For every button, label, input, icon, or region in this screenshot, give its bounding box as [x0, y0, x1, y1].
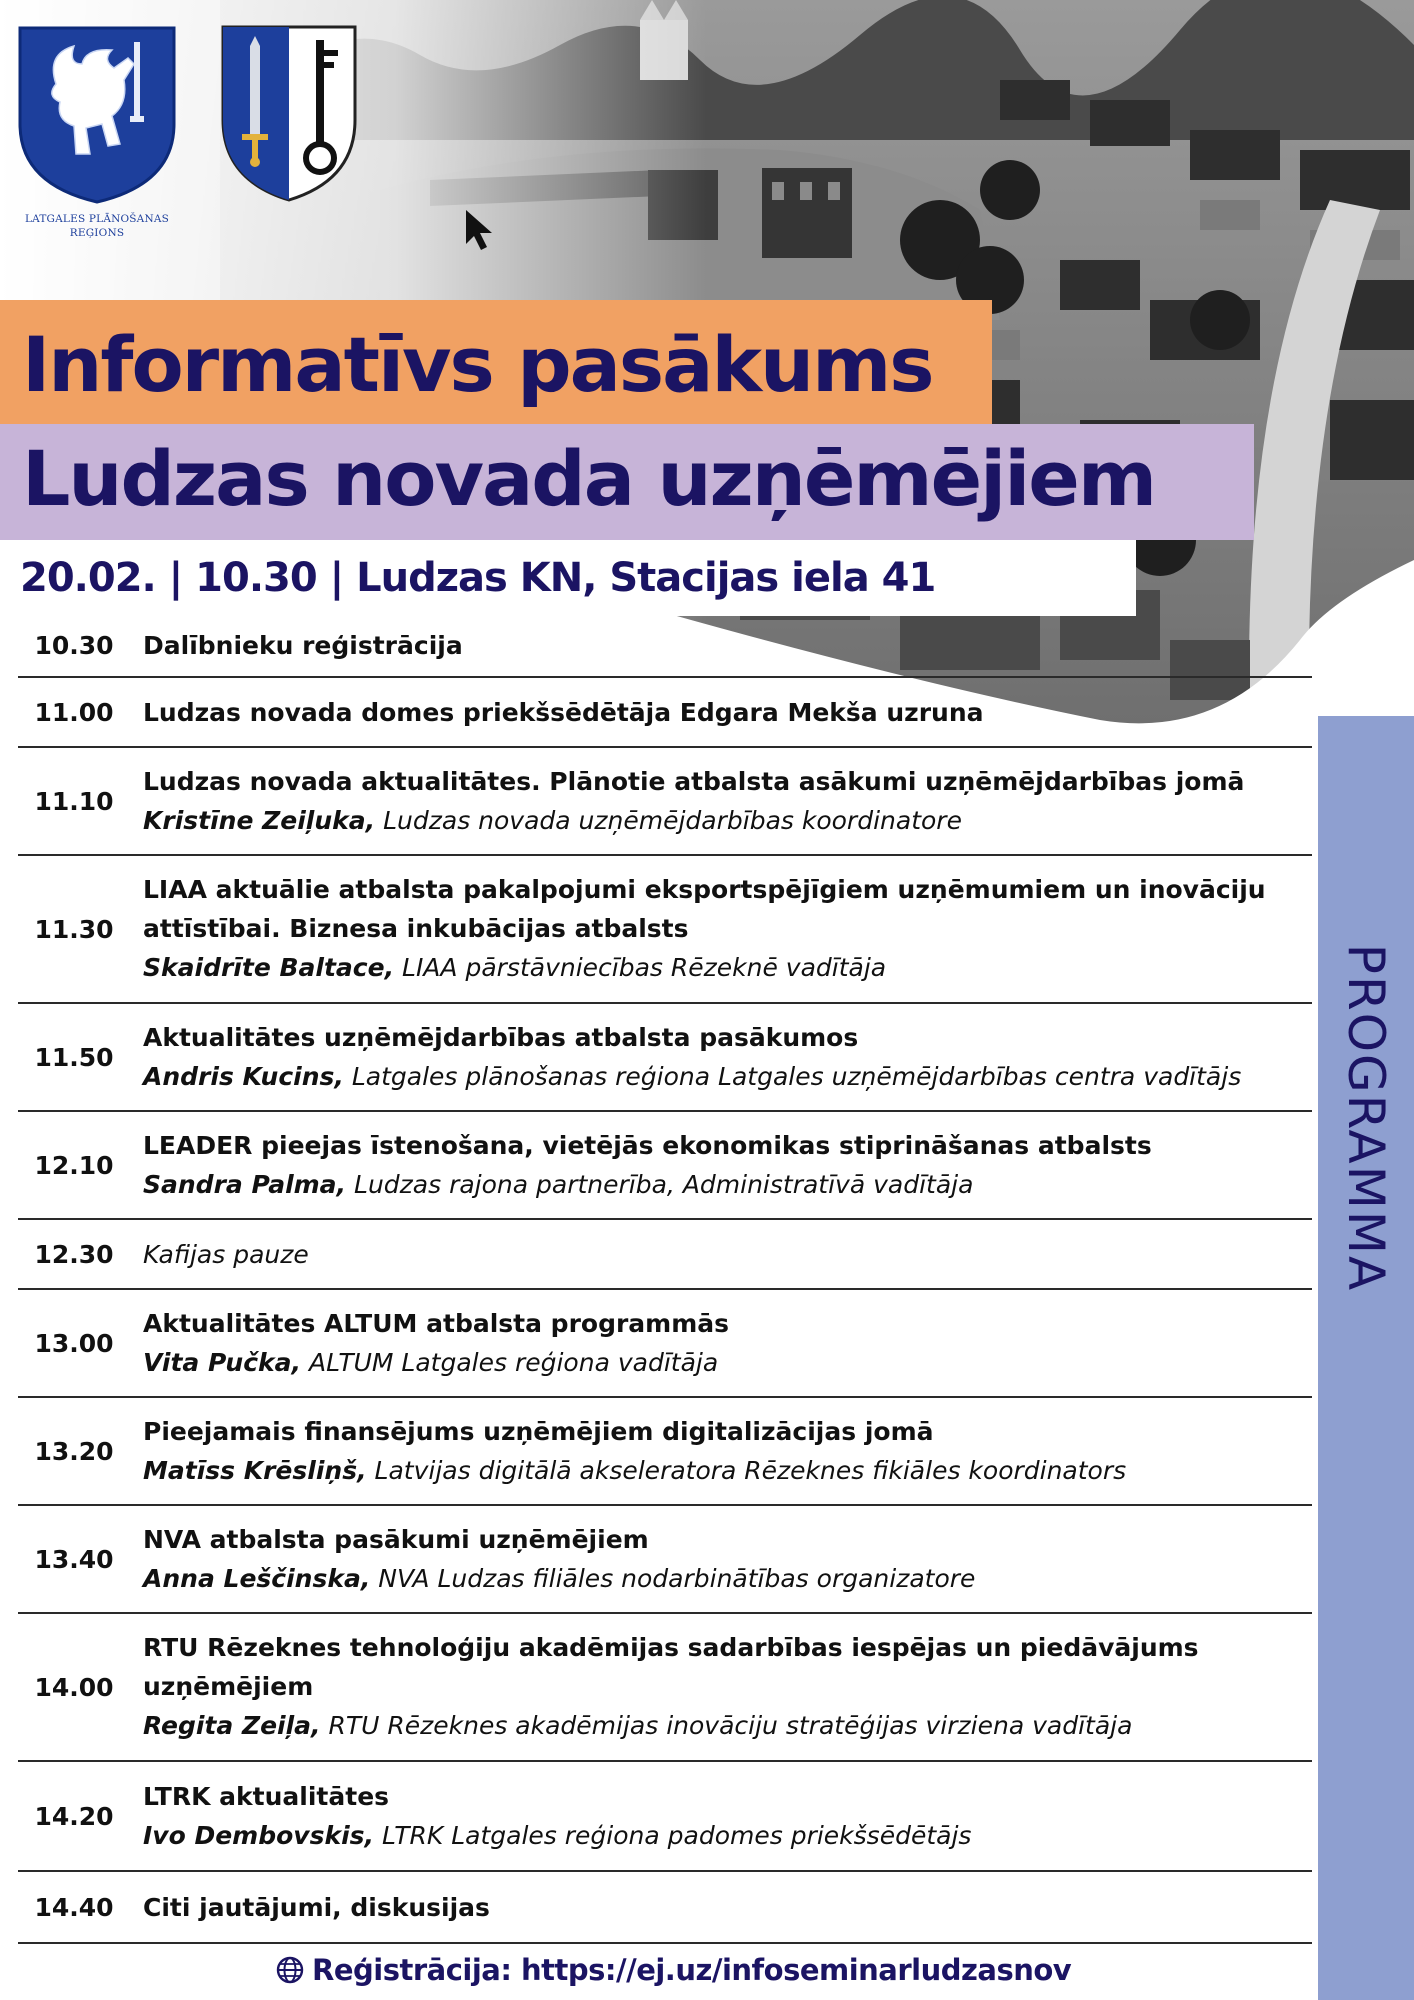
programme-row — [18, 678, 1312, 748]
programme-time: 14.00 — [34, 1673, 114, 1702]
event-date-time-location: 20.02. | 10.30 | Ludzas KN, Stacijas iela 41 — [20, 555, 936, 601]
speaker-role: ALTUM Latgales reģiona vadītāja — [301, 1348, 719, 1377]
programme-speaker-line — [143, 1706, 1303, 1745]
globe-icon — [276, 1956, 304, 1984]
programme-speaker-line — [143, 1165, 1303, 1204]
programme-topic: Citi jautājumi, diskusijas — [143, 1893, 490, 1922]
ludza-municipality-logo — [220, 24, 358, 202]
speaker-role: Ludzas novada uzņēmējdarbības koordinatore — [375, 806, 962, 835]
programme-side-label: PROGRAMMA — [1337, 943, 1395, 1293]
programme-row — [18, 1872, 1312, 1944]
programme-time: 12.30 — [34, 1240, 114, 1269]
registration-text[interactable]: Reģistrācija: https://ej.uz/infoseminarludzasnov — [312, 1953, 1072, 1987]
speaker-name: Kristīne Zeiļuka, — [143, 806, 376, 835]
event-title-line-1: Informatīvs pasākums — [22, 320, 933, 409]
lpr-caption-line-2: REĢIONS — [69, 227, 125, 239]
speaker-name: Sandra Palma, — [143, 1170, 347, 1199]
programme-topic: Aktualitātes uzņēmējdarbības atbalsta pasākumos — [143, 1023, 859, 1052]
programme-topic: LIAA aktuālie atbalsta pakalpojumi eksportspējīgiem uzņēmumiem un inovāciju — [143, 875, 1266, 904]
speaker-role: Latvijas digitālā akseleratora Rēzeknes fikiāles koordinators — [366, 1456, 1127, 1485]
programme-row — [18, 1614, 1312, 1762]
programme-row — [18, 1398, 1312, 1506]
latgale-planning-region-logo — [16, 24, 178, 246]
speaker-name: Skaidrīte Baltace, — [143, 953, 395, 982]
programme-time: 12.10 — [34, 1151, 114, 1180]
speaker-name: Anna Leščinska, — [143, 1564, 371, 1593]
programme-topic: Pieejamais finansējums uzņēmējiem digitalizācijas jomā — [143, 1417, 934, 1446]
event-title-line-2: Ludzas novada uzņēmējiem — [22, 434, 1156, 523]
programme-time: 10.30 — [34, 631, 114, 660]
programme-speaker-line — [143, 1816, 1303, 1855]
programme-speaker-line — [143, 948, 1303, 987]
programme-speaker-line — [143, 1057, 1303, 1096]
programme-row — [18, 1290, 1312, 1398]
speaker-name: Andris Kucins, — [143, 1062, 344, 1091]
speaker-role: LIAA pārstāvniecības Rēzeknē vadītāja — [394, 953, 887, 982]
programme-time: 11.10 — [34, 787, 114, 816]
programme-row — [18, 1220, 1312, 1290]
programme-topic-continued: attīstībai. Biznesa inkubācijas atbalsts — [143, 914, 689, 943]
programme-row — [18, 1112, 1312, 1220]
speaker-name: Vita Pučka, — [143, 1348, 302, 1377]
programme-topic: Dalībnieku reģistrācija — [143, 631, 463, 660]
programme-topic: LTRK aktualitātes — [143, 1782, 390, 1811]
programme-topic: Ludzas novada domes priekšsēdētāja Edgara Mekša uzruna — [143, 698, 984, 727]
programme-row — [18, 1004, 1312, 1112]
programme-topic: Ludzas novada aktualitātes. Plānotie atbalsta asākumi uzņēmējdarbības jomā — [143, 767, 1245, 796]
programme-time: 11.30 — [34, 915, 114, 944]
programme-row — [18, 1506, 1312, 1614]
programme-topic: Aktualitātes ALTUM atbalsta programmās — [143, 1309, 730, 1338]
programme-row — [18, 614, 1312, 678]
speaker-role: NVA Ludzas filiāles nodarbinātības organizatore — [370, 1564, 976, 1593]
programme-time: 14.40 — [34, 1893, 114, 1922]
programme-topic-continued: uzņēmējiem — [143, 1672, 314, 1701]
programme-topic: LEADER pieejas īstenošana, vietējās ekonomikas stiprināšanas atbalsts — [143, 1131, 1152, 1160]
speaker-name: Regita Zeiļa, — [143, 1711, 321, 1740]
programme-time: 11.00 — [34, 698, 114, 727]
programme-topic: RTU Rēzeknes tehnoloģiju akadēmijas sadarbības iespējas un piedāvājums — [143, 1633, 1199, 1662]
speaker-name: Ivo Dembovskis, — [143, 1821, 375, 1850]
programme-speaker-line — [143, 1451, 1303, 1490]
sword-and-key-coat-of-arms-icon — [220, 24, 358, 202]
speaker-role: Latgales plānošanas reģiona Latgales uzņēmējdarbības centra vadītājs — [343, 1062, 1242, 1091]
programme-time: 14.20 — [34, 1802, 114, 1831]
programme-speaker-line — [143, 1343, 1303, 1382]
lpr-caption-line-1: LATGALES PLĀNOŠANAS — [24, 213, 170, 225]
programme-topic: NVA atbalsta pasākumi uzņēmējiem — [143, 1525, 649, 1554]
programme-time: 13.40 — [34, 1545, 114, 1574]
programme-topic: Kafijas pauze — [143, 1240, 309, 1269]
speaker-role: LTRK Latgales reģiona padomes priekšsēdētājs — [374, 1821, 972, 1850]
programme-row — [18, 1762, 1312, 1872]
programme-speaker-line — [143, 801, 1303, 840]
lpr-caption — [16, 212, 178, 240]
programme-time: 13.00 — [34, 1329, 114, 1358]
programme-time: 13.20 — [34, 1437, 114, 1466]
programme-row — [18, 748, 1312, 856]
programme-speaker-line — [143, 1559, 1303, 1598]
speaker-name: Matīss Krēsliņš, — [143, 1456, 367, 1485]
programme-time: 11.50 — [34, 1043, 114, 1072]
programme-row — [18, 856, 1312, 1004]
programme-side-bar — [1318, 716, 1414, 2000]
speaker-role: RTU Rēzeknes akadēmijas inovāciju stratēģijas virziena vadītāja — [320, 1711, 1133, 1740]
speaker-role: Ludzas rajona partnerība, Administratīvā vadītāja — [346, 1170, 974, 1199]
griffin-coat-of-arms-icon — [16, 24, 178, 204]
